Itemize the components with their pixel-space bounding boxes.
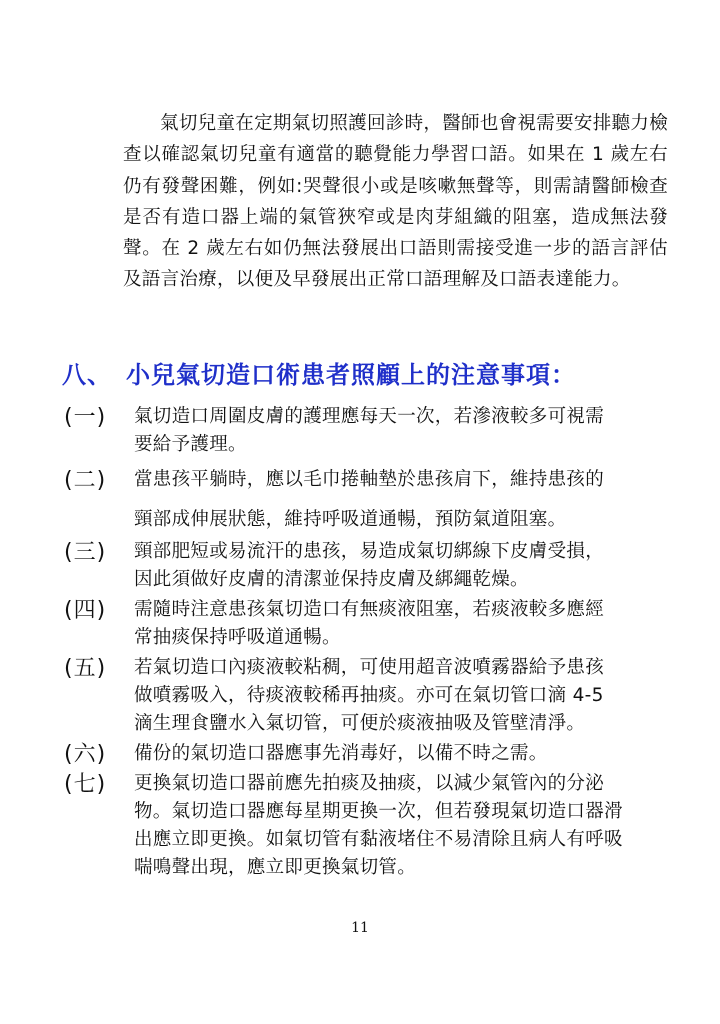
item-text-line: 氣切造口周圍皮膚的護理應每天一次，若滲液較多可視需	[134, 406, 605, 427]
item-text-line: 備份的氣切造口器應事先消毒好，以備不時之需。	[134, 743, 548, 764]
item-text-line: 頸部肥短或易流汗的患孩，易造成氣切綁線下皮膚受損，	[134, 541, 605, 562]
item-marker: (三)	[64, 540, 107, 565]
item-marker: (一)	[64, 405, 107, 430]
page-number: 11	[351, 920, 369, 936]
item-text-line: 需隨時注意患孩氣切造口有無痰液阻塞，若痰液較多應經	[134, 599, 605, 620]
item-marker: (四)	[64, 598, 107, 623]
intro-paragraph	[123, 108, 668, 296]
item-text-line: 若氣切造口內痰液較粘稠，可使用超音波噴霧器給予患孩	[134, 657, 605, 678]
item-marker: (七)	[64, 772, 107, 797]
item-text-line: 喘鳴聲出現，應立即更換氣切管。	[134, 857, 417, 878]
item-marker: (二)	[64, 468, 107, 493]
intro-text: 氣切兒童在定期氣切照護回診時，醫師也會視需要安排聽力檢查以確認氣切兒童有適當的聽覺能力學習口語。如果在 1 歲左右仍有發聲困難，例如:哭聲很小或是咳嗽無聲等，則需請醫師檢查是否有造口器上端的氣管狹窄或是肉芽組織的阻塞，造成無法發聲。在 2 歲左右如仍無法發展出口語則需接受進一步的語言評估及語言治療，以便及早發展出正常口語理解及口語表達能力。	[123, 113, 668, 291]
section-title: 小兒氣切造口術患者照顧上的注意事項：	[126, 361, 576, 389]
section-number: 八、	[62, 361, 112, 389]
item-text-line: 更換氣切造口器前應先拍痰及抽痰，以減少氣管內的分泌	[134, 773, 605, 794]
item-text-line: 要給予護理。	[134, 434, 247, 455]
item-text-line: 物。氣切造口器應每星期更換一次，但若發現氣切造口器滑	[134, 801, 623, 822]
item-text-line: 因此須做好皮膚的清潔並保持皮膚及綁繩乾燥。	[134, 569, 529, 590]
section-heading	[62, 355, 662, 390]
item-text-line: 當患孩平躺時，應以毛巾捲軸墊於患孩肩下，維持患孩的	[134, 469, 605, 490]
item-text-line: 做噴霧吸入，待痰液較稀再抽痰。亦可在氣切管口滴 4-5	[134, 685, 604, 706]
item-text-line: 滴生理食鹽水入氣切管，可便於痰液抽吸及管壁清淨。	[134, 713, 586, 734]
item-marker: (六)	[64, 742, 107, 767]
item-text-line: 頸部成伸展狀態，維持呼吸道通暢，預防氣道阻塞。	[134, 509, 567, 530]
item-text-line: 常抽痰保持呼吸道通暢。	[134, 627, 341, 648]
item-marker: (五)	[64, 656, 107, 681]
item-text-line: 出應立即更換。如氣切管有黏液堵住不易清除且病人有呼吸	[134, 829, 623, 850]
